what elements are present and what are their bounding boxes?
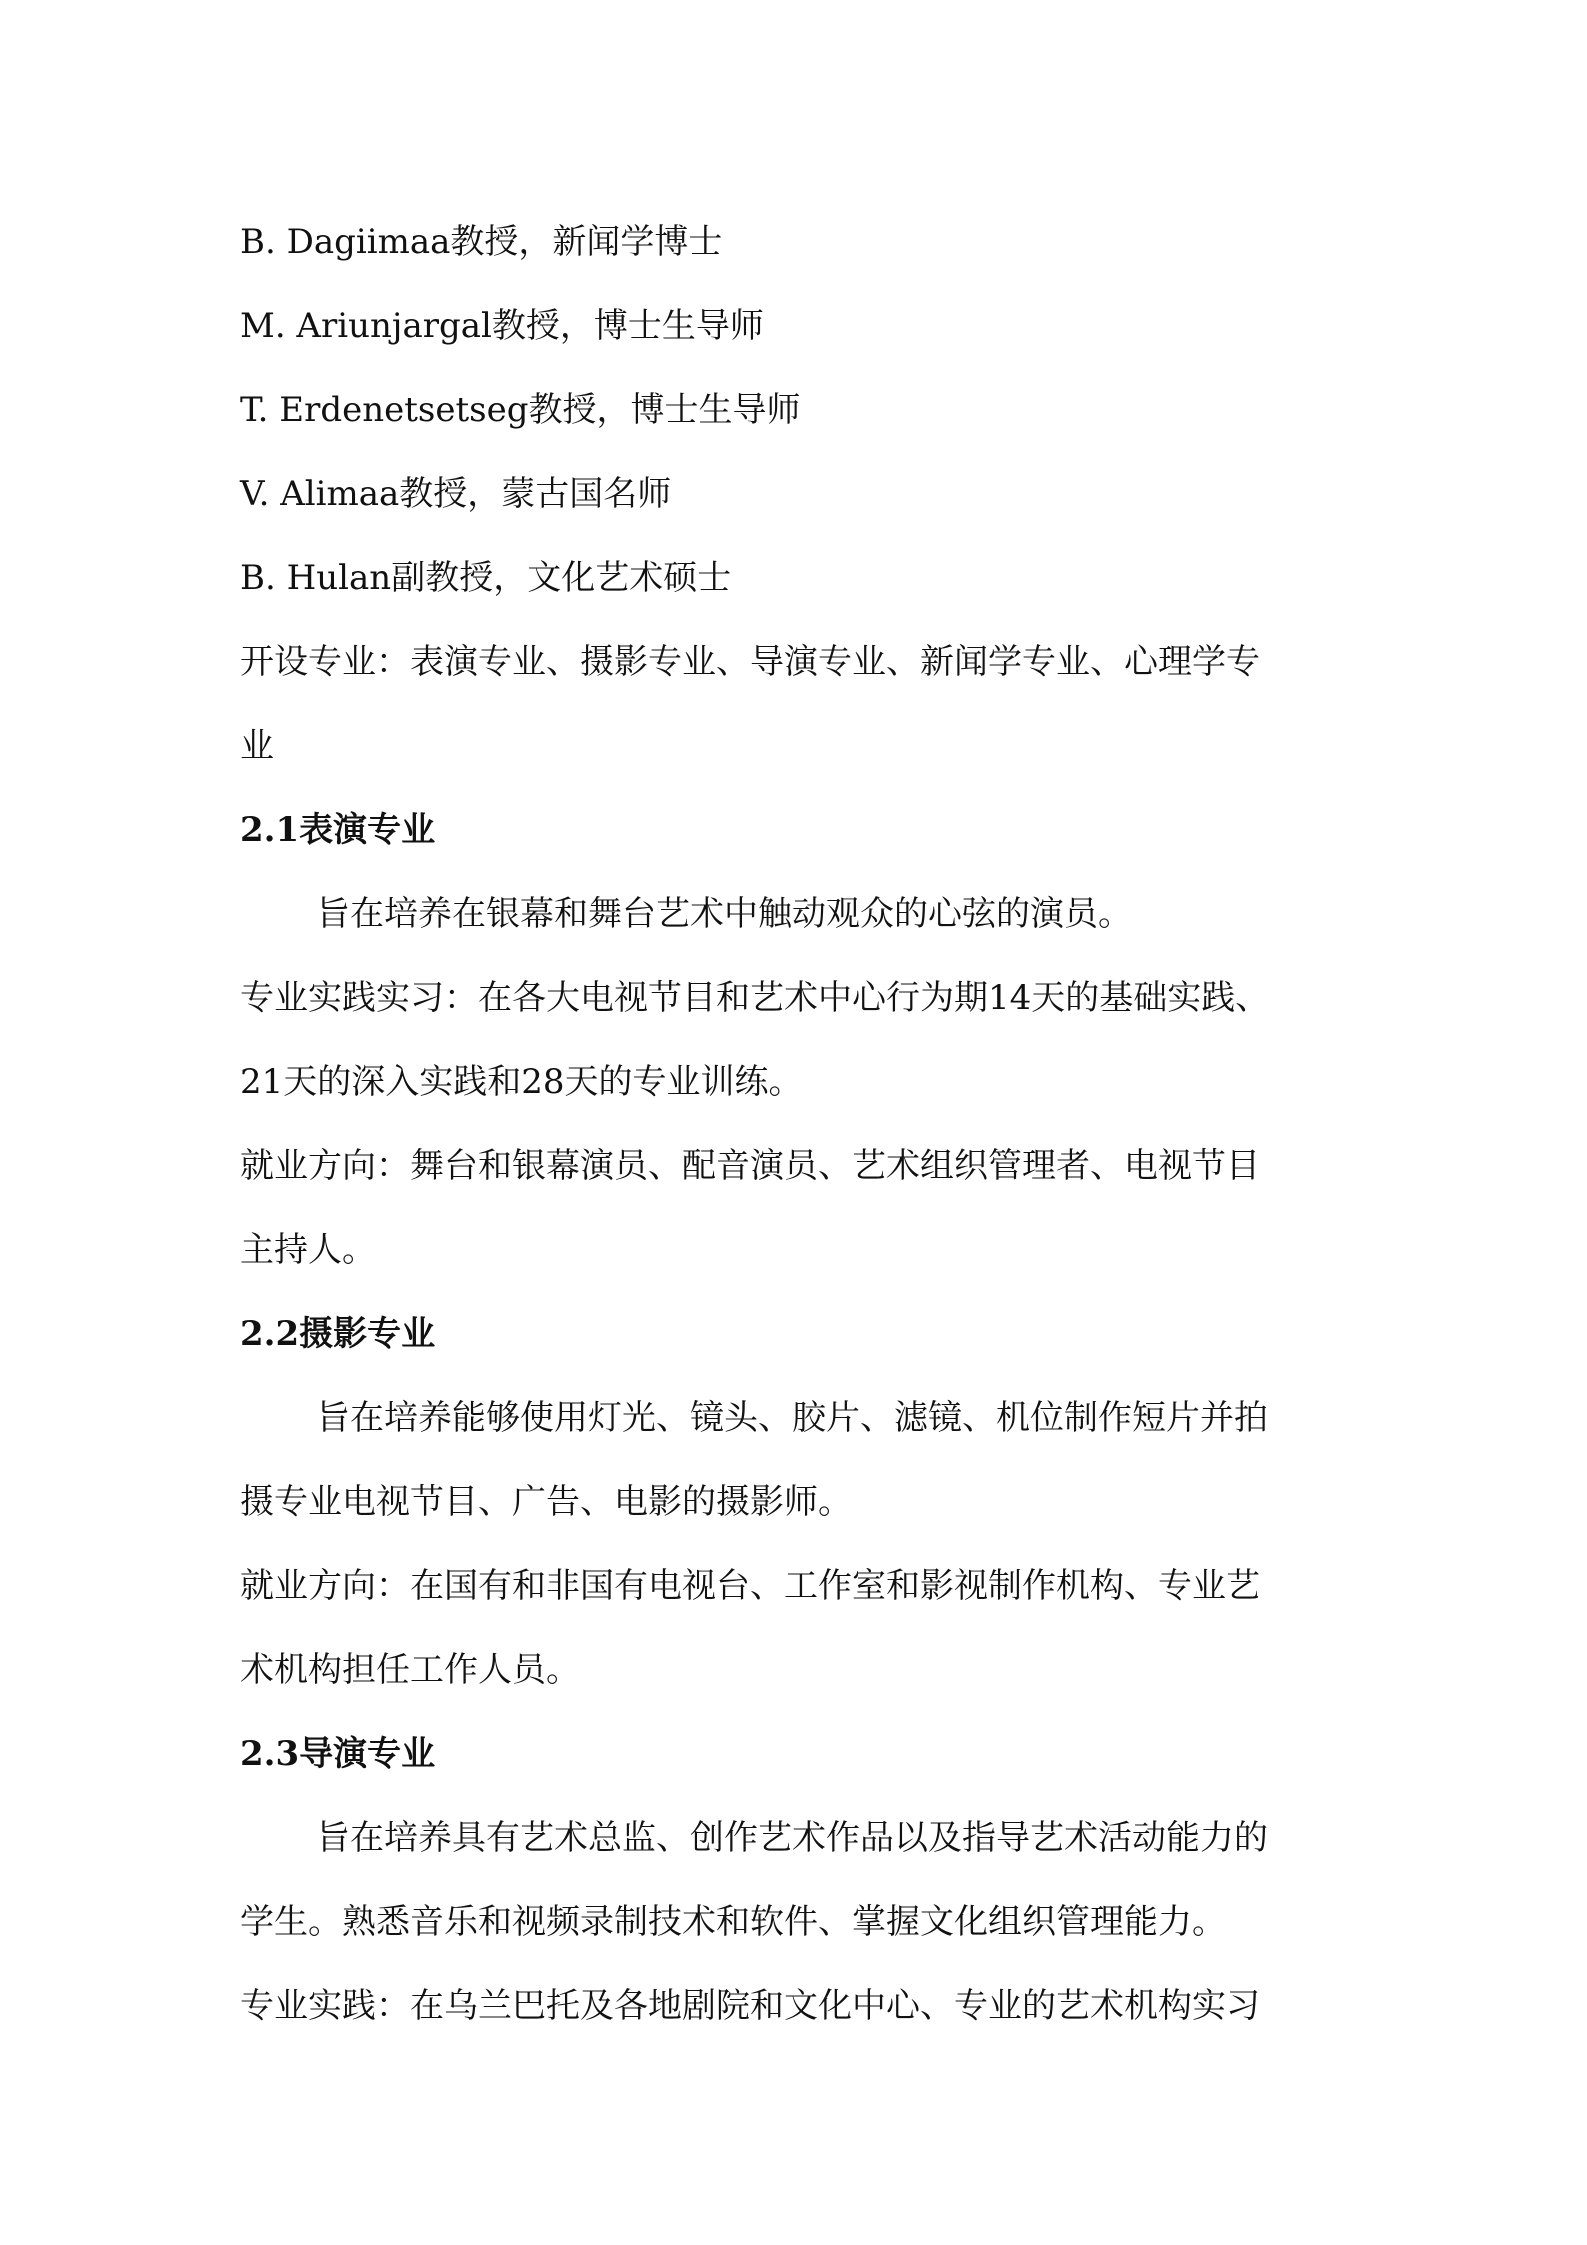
section-practice: 专业实践实习：在各大电视节目和艺术中心行为期14天的基础实践、 <box>240 978 1270 1018</box>
section-employment-cont: 术机构担任工作人员。 <box>240 1650 580 1690</box>
section-aim: 旨在培养能够使用灯光、镜头、胶片、滤镜、机位制作短片并拍 <box>316 1398 1268 1438</box>
page-content <box>240 200 1360 2048</box>
faculty-line: T. Erdenetsetseg教授，博士生导师 <box>240 390 801 430</box>
section-heading: 2.3导演专业 <box>240 1734 436 1774</box>
section-employment-cont: 主持人。 <box>240 1230 376 1270</box>
section-practice: 专业实践：在乌兰巴托及各地剧院和文化中心、专业的艺术机构实习 <box>240 1986 1260 2026</box>
section-heading: 2.1表演专业 <box>240 810 436 850</box>
section-employment: 就业方向：舞台和银幕演员、配音演员、艺术组织管理者、电视节目 <box>240 1146 1260 1186</box>
section-aim-cont: 学生。熟悉音乐和视频录制技术和软件、掌握文化组织管理能力。 <box>240 1902 1226 1942</box>
majors-offered-cont: 业 <box>240 726 274 766</box>
section-aim: 旨在培养在银幕和舞台艺术中触动观众的心弦的演员。 <box>316 894 1132 934</box>
faculty-line: B. Hulan副教授，文化艺术硕士 <box>240 558 732 598</box>
section-heading: 2.2摄影专业 <box>240 1314 436 1354</box>
section-employment: 就业方向：在国有和非国有电视台、工作室和影视制作机构、专业艺 <box>240 1566 1260 1606</box>
faculty-line: V. Alimaa教授，蒙古国名师 <box>240 474 672 514</box>
faculty-line: M. Ariunjargal教授，博士生导师 <box>240 306 764 346</box>
faculty-line: B. Dagiimaa教授，新闻学博士 <box>240 222 723 262</box>
section-aim: 旨在培养具有艺术总监、创作艺术作品以及指导艺术活动能力的 <box>316 1818 1268 1858</box>
section-practice-cont: 21天的深入实践和28天的专业训练。 <box>240 1062 803 1102</box>
majors-offered: 开设专业：表演专业、摄影专业、导演专业、新闻学专业、心理学专 <box>240 642 1260 682</box>
section-aim-cont: 摄专业电视节目、广告、电影的摄影师。 <box>240 1482 852 1522</box>
